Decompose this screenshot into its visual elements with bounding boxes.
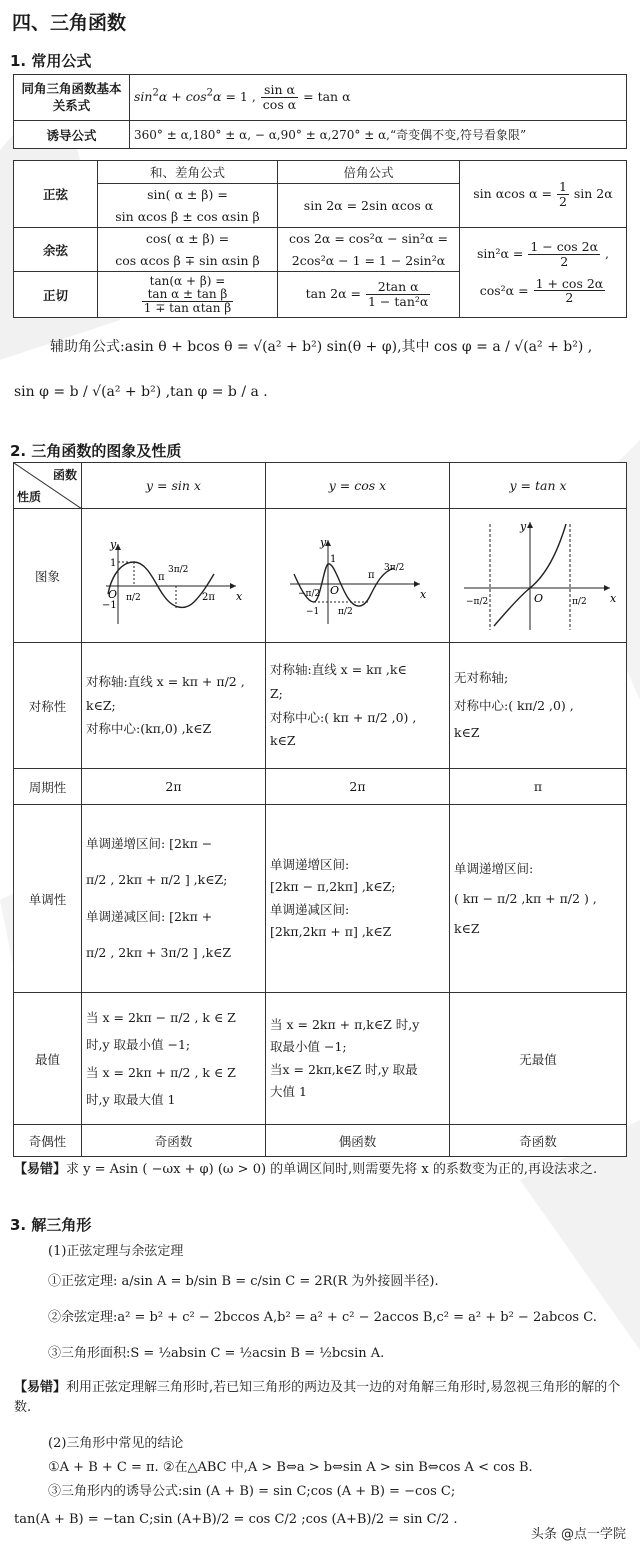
angle-formula-table — [13, 160, 627, 318]
row-label-sin: 正弦 — [14, 161, 98, 228]
identity-formula: $\sin^2\alpha + \cos^2\alpha = 1$ , $\frac{\text{sin α}}{\text{cos α}}$ = tan α — [130, 75, 627, 121]
period-sin: 2π — [82, 769, 266, 805]
tan-graph — [450, 514, 626, 634]
triangle-area: ③三角形面积:S = ½absin C = ½acsin B = ½bcsin A. — [48, 1346, 385, 1361]
subheading-conclusions: (2)三角形中常见的结论 — [48, 1436, 184, 1451]
svg-text:π/2: π/2 — [125, 593, 141, 603]
col-header-tan: y = tan x — [450, 463, 627, 509]
aux-angle-formula: 辅助角公式:asin θ + bcos θ = √(a² + b²) sin(θ + φ),其中 cos φ = a / √(a² + b²) , — [50, 339, 593, 355]
page-title: 四、三角函数 — [12, 12, 127, 34]
parity-cos: 偶函数 — [266, 1125, 450, 1157]
header-sum-diff: 和、差角公式 — [98, 161, 278, 184]
svg-text:2π: 2π — [201, 592, 215, 603]
aux-angle-formula-2: sin φ = b / √(a² + b²) ,tan φ = b / a . — [14, 384, 268, 400]
tan-sum: tan(α + β) = $\frac{\text{tan α ± tan β}}{\text{1 ∓ tan αtan β}}$ — [98, 272, 278, 318]
svg-text:y: y — [109, 538, 116, 551]
law-of-sines: ①正弦定理: a/sin A = b/sin B = c/sin C = 2R(R 为外接圆半径). — [48, 1274, 439, 1289]
ext-tan: 无最值 — [450, 993, 627, 1125]
header-double-angle: 倍角公式 — [278, 161, 460, 184]
ext-sin: 当 x = 2kπ − π/2 , k ∈ Z 时,y 取最小值 −1; 当 x = 2kπ + π/2 , k ∈ Z 时,y 取最大值 1 — [82, 993, 266, 1125]
induction-formula: 360° ± α,180° ± α, − α,90° ± α,270° ± α,“奇变偶不变,符号看象限” — [130, 121, 627, 149]
cos-double-line2: 2cos²α − 1 = 1 − 2sin²α — [278, 250, 460, 272]
error-tag: 【易错】 — [14, 1162, 67, 1177]
mono-cos: 单调递增区间: [2kπ − π,2kπ] ,k∈Z; 单调递减区间: [2kπ,2kπ + π] ,k∈Z — [266, 805, 450, 993]
row-label-tan: 正切 — [14, 272, 98, 318]
svg-text:−π/2: −π/2 — [466, 597, 489, 607]
sym-sin: 对称轴:直线 x = kπ + π/2 , k∈Z; 对称中心:(kπ,0) ,k∈Z — [82, 643, 266, 769]
svg-text:x: x — [610, 592, 617, 605]
parity-sin: 奇函数 — [82, 1125, 266, 1157]
parity-tan: 奇函数 — [450, 1125, 627, 1157]
svg-text:O: O — [534, 592, 544, 605]
section-heading-formulas: 1. 常用公式 — [10, 52, 92, 70]
ext-cos: 当 x = 2kπ + π,k∈Z 时,y 取最小值 −1; 当x = 2kπ,k∈Z 时,y 取最 大值 1 — [266, 993, 450, 1125]
sin-double: sin 2α = 2sin αcos α — [278, 184, 460, 228]
svg-text:π: π — [157, 572, 165, 583]
watermark: 头条 @点一学院 — [530, 1527, 626, 1542]
tan-double: tan 2α = $\frac{\text{2tan α}}{\text{1 − tan²α}}$ — [278, 272, 460, 318]
row-label-cos: 余弦 — [14, 228, 98, 272]
cos-sum-line1: cos( α ± β) = — [98, 228, 278, 250]
corner-cell — [14, 463, 82, 509]
sym-cos: 对称轴:直线 x = kπ ,k∈ Z; 对称中心:( kπ + π/2 ,0) , k∈Z — [266, 643, 450, 769]
cos-sum-line2: cos αcos β ∓ sin αsin β — [98, 250, 278, 272]
corner-top-label: 函数 — [52, 468, 77, 482]
section-heading-triangles: 3. 解三角形 — [10, 1216, 92, 1234]
period-cos: 2π — [266, 769, 450, 805]
sym-tan: 无对称轴; 对称中心:( kπ/2 ,0) , k∈Z — [450, 643, 627, 769]
svg-text:y: y — [319, 536, 326, 549]
law-of-cosines: ②余弦定理:a² = b² + c² − 2bccos A,b² = a² + c² − 2accos B,c² = a² + b² − 2abcos C. — [48, 1310, 597, 1325]
tan-graph-cell — [450, 509, 627, 643]
cos-graph-cell — [266, 509, 450, 643]
error-note-1 — [14, 1160, 626, 1180]
row-label-graph: 图象 — [14, 509, 82, 643]
row-label-period: 周期性 — [14, 769, 82, 805]
svg-text:x: x — [419, 588, 426, 601]
power-reduction-formulas: sin²α = $\frac{1 - \cos 2\alpha}{2}$ , cos²α = $\frac{1 + \cos 2\alpha}{2}$ — [460, 228, 627, 318]
trig-properties-table — [13, 462, 627, 1157]
svg-text:O: O — [107, 588, 117, 601]
svg-text:3π/2: 3π/2 — [383, 563, 404, 573]
sin-graph — [86, 514, 262, 634]
subheading-laws: (1)正弦定理与余弦定理 — [48, 1244, 184, 1259]
svg-text:−π/2: −π/2 — [297, 589, 320, 599]
svg-text:x: x — [235, 590, 242, 603]
svg-text:1: 1 — [109, 558, 116, 569]
svg-text:π: π — [367, 570, 375, 581]
sin-sum-line2: sin αcos β ± cos αsin β — [98, 206, 278, 228]
conclusion-2: ③三角形内的诱导公式:sin (A + B) = sin C;cos (A + B) = −cos C; — [48, 1484, 456, 1499]
svg-text:−1: −1 — [305, 607, 319, 617]
svg-text:O: O — [329, 584, 339, 597]
error-text: 求 y = Asin ( −ωx + φ) (ω > 0) 的单调区间时,则需要先将 x 的系数变为正的,再设法求之. — [66, 1162, 598, 1177]
sin-sum-line1: sin( α ± β) = — [98, 184, 278, 206]
row-label-extreme: 最值 — [14, 993, 82, 1125]
svg-text:π/2: π/2 — [572, 597, 587, 607]
error-tag-2: 【易错】 — [14, 1380, 67, 1395]
svg-text:3π/2: 3π/2 — [167, 565, 188, 575]
error-note-2 — [14, 1378, 626, 1418]
col-header-cos: y = cos x — [266, 463, 450, 509]
period-tan: π — [450, 769, 627, 805]
row-label-monotonic: 单调性 — [14, 805, 82, 993]
svg-text:y: y — [520, 520, 527, 533]
conclusion-3: tan(A + B) = −tan C;sin (A+B)/2 = cos C/2 ;cos (A+B)/2 = sin C/2 . — [14, 1512, 458, 1527]
product-formula: sin αcos α = $\frac{1}{2}$ sin 2α — [460, 161, 627, 228]
svg-text:1: 1 — [329, 554, 336, 565]
row-label-symmetry: 对称性 — [14, 643, 82, 769]
mono-sin: 单调递增区间: [2kπ − π/2 , 2kπ + π/2 ] ,k∈Z; 单调递减区间: [2kπ + π/2 , 2kπ + 3π/2 ] ,k∈Z — [82, 805, 266, 993]
conclusion-1: ①A + B + C = π. ②在△ABC 中,A > B⇔a > b⇔sin A > sin B⇔cos A < cos B. — [48, 1460, 533, 1475]
error-text-2: 利用正弦定理解三角形时,若已知三角形的两边及其一边的对角解三角形时,易忽视三角形的解的个数. — [14, 1380, 621, 1416]
col-header-sin: y = sin x — [82, 463, 266, 509]
corner-bottom-label: 性质 — [17, 490, 42, 504]
row-label-parity: 奇偶性 — [14, 1125, 82, 1157]
identity-label: 同角三角函数基本关系式 — [14, 75, 130, 121]
mono-tan: 单调递增区间: ( kπ − π/2 ,kπ + π/2 ) , k∈Z — [450, 805, 627, 993]
section-heading-graphs: 2. 三角函数的图象及性质 — [10, 442, 182, 460]
cos-graph — [270, 514, 446, 634]
svg-text:π/2: π/2 — [337, 607, 353, 617]
basic-formula-table — [13, 74, 627, 149]
svg-text:−1: −1 — [101, 600, 117, 611]
induction-label: 诱导公式 — [14, 121, 130, 149]
cos-double-line1: cos 2α = cos²α − sin²α = — [278, 228, 460, 250]
sin-graph-cell — [82, 509, 266, 643]
